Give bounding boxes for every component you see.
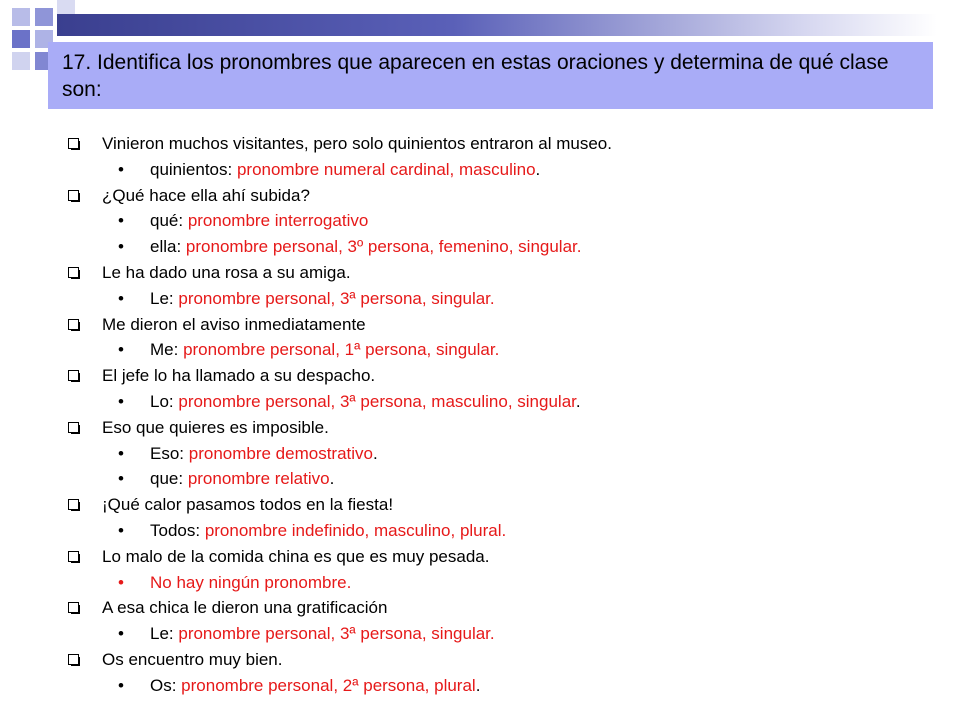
answer-word: que: xyxy=(150,469,188,489)
checkbox-bullet-icon xyxy=(68,319,79,330)
bullet-icon: • xyxy=(118,469,124,489)
checkbox-bullet-icon xyxy=(68,370,79,381)
answer-word: qué: xyxy=(150,211,188,231)
checkbox-bullet-icon xyxy=(68,602,79,613)
answer-description: pronombre relativo xyxy=(187,469,330,489)
answer-word: Me: xyxy=(150,340,184,360)
sentence-item xyxy=(66,647,926,673)
bullet-icon: • xyxy=(118,288,124,308)
sentence-text: ¿Qué hace ella ahí subida? xyxy=(102,185,310,205)
checkbox-bullet-icon xyxy=(68,190,79,201)
bullet-icon: • xyxy=(118,237,124,257)
bullet-icon: • xyxy=(118,624,124,644)
answer-description: pronombre personal, 3º persona, femenino, singular. xyxy=(185,237,582,257)
decor-square xyxy=(12,52,30,70)
sentence-item xyxy=(66,415,926,441)
sentence-text: Le ha dado una rosa a su amiga. xyxy=(102,262,351,282)
sentence-item xyxy=(66,260,926,286)
answer-description: pronombre demostrativo xyxy=(188,443,374,463)
answer-description: pronombre personal, 3ª persona, masculino, singular xyxy=(178,391,576,411)
sentence-text: El jefe lo ha llamado a su despacho. xyxy=(102,366,376,386)
sentence-item xyxy=(66,363,926,389)
answer-item xyxy=(66,518,926,544)
sentence-text: ¡Qué calor pasamos todos en la fiesta! xyxy=(102,495,394,515)
bullet-icon: • xyxy=(118,443,124,463)
slide-title: 17. Identifica los pronombres que aparecen en estas oraciones y determina de qué clase son: xyxy=(62,51,889,101)
exercise-list xyxy=(66,131,926,699)
answer-description: pronombre personal, 2ª persona, plural xyxy=(181,675,476,695)
bullet-icon: • xyxy=(118,340,124,360)
answer-end: . xyxy=(575,391,581,411)
answer-end: . xyxy=(373,443,378,463)
answer-description: pronombre interrogativo xyxy=(187,211,369,231)
answer-item xyxy=(66,441,926,467)
answer-word: Le: xyxy=(150,288,179,308)
sentence-item xyxy=(66,131,926,157)
bullet-icon: • xyxy=(118,572,124,592)
answer-item xyxy=(66,673,926,699)
answer-end: . xyxy=(535,159,541,179)
answer-item xyxy=(66,234,926,260)
decor-square xyxy=(12,30,30,48)
sentence-item xyxy=(66,595,926,621)
answer-word: quinientos: xyxy=(150,159,237,179)
answer-word: Le: xyxy=(150,624,179,644)
answer-word: ella: xyxy=(150,237,186,257)
answer-description: pronombre numeral cardinal, masculino xyxy=(236,159,536,179)
bullet-icon: • xyxy=(118,391,124,411)
sentence-item xyxy=(66,183,926,209)
answer-item xyxy=(66,208,926,234)
answer-description: pronombre indefinido, masculino, plural. xyxy=(204,520,507,540)
decor-square xyxy=(12,8,30,26)
answer-word: Eso: xyxy=(150,443,189,463)
checkbox-bullet-icon xyxy=(68,654,79,665)
answer-end: . xyxy=(475,675,481,695)
answer-item xyxy=(66,621,926,647)
answer-word: Lo: xyxy=(150,391,179,411)
checkbox-bullet-icon xyxy=(68,499,79,510)
answer-description: pronombre personal, 1ª persona, singular. xyxy=(183,340,500,360)
answer-item xyxy=(66,389,926,415)
answer-description: No hay ningún pronombre. xyxy=(150,572,352,592)
answer-word: Os: xyxy=(150,675,182,695)
sentence-item xyxy=(66,312,926,338)
checkbox-bullet-icon xyxy=(68,551,79,562)
answer-item xyxy=(66,466,926,492)
answer-item xyxy=(66,286,926,312)
bullet-icon: • xyxy=(118,520,124,540)
bullet-icon: • xyxy=(118,159,124,179)
checkbox-bullet-icon xyxy=(68,138,79,149)
answer-item xyxy=(66,570,926,596)
answer-item xyxy=(66,157,926,183)
sentence-item xyxy=(66,492,926,518)
title-band xyxy=(48,42,933,109)
answer-word: Todos: xyxy=(150,520,205,540)
header-gradient-bar xyxy=(57,14,937,36)
answer-description: pronombre personal, 3ª persona, singular. xyxy=(178,288,495,308)
answer-description: pronombre personal, 3ª persona, singular. xyxy=(178,624,495,644)
sentence-text: Lo malo de la comida china es que es muy pesada. xyxy=(102,546,490,566)
sentence-item xyxy=(66,544,926,570)
answer-end: . xyxy=(329,469,335,489)
bullet-icon: • xyxy=(118,211,124,231)
sentence-text: Vinieron muchos visitantes, pero solo quinientos entraron al museo. xyxy=(102,134,612,153)
sentence-text: A esa chica le dieron una gratificación xyxy=(102,598,388,618)
decor-square xyxy=(35,8,53,26)
sentence-text: Eso que quieres es imposible. xyxy=(102,417,329,437)
checkbox-bullet-icon xyxy=(68,267,79,278)
sentence-text: Me dieron el aviso inmediatamente xyxy=(102,314,366,334)
answer-item xyxy=(66,337,926,363)
bullet-icon: • xyxy=(118,675,124,695)
sentence-text: Os encuentro muy bien. xyxy=(102,649,283,669)
checkbox-bullet-icon xyxy=(68,422,79,433)
